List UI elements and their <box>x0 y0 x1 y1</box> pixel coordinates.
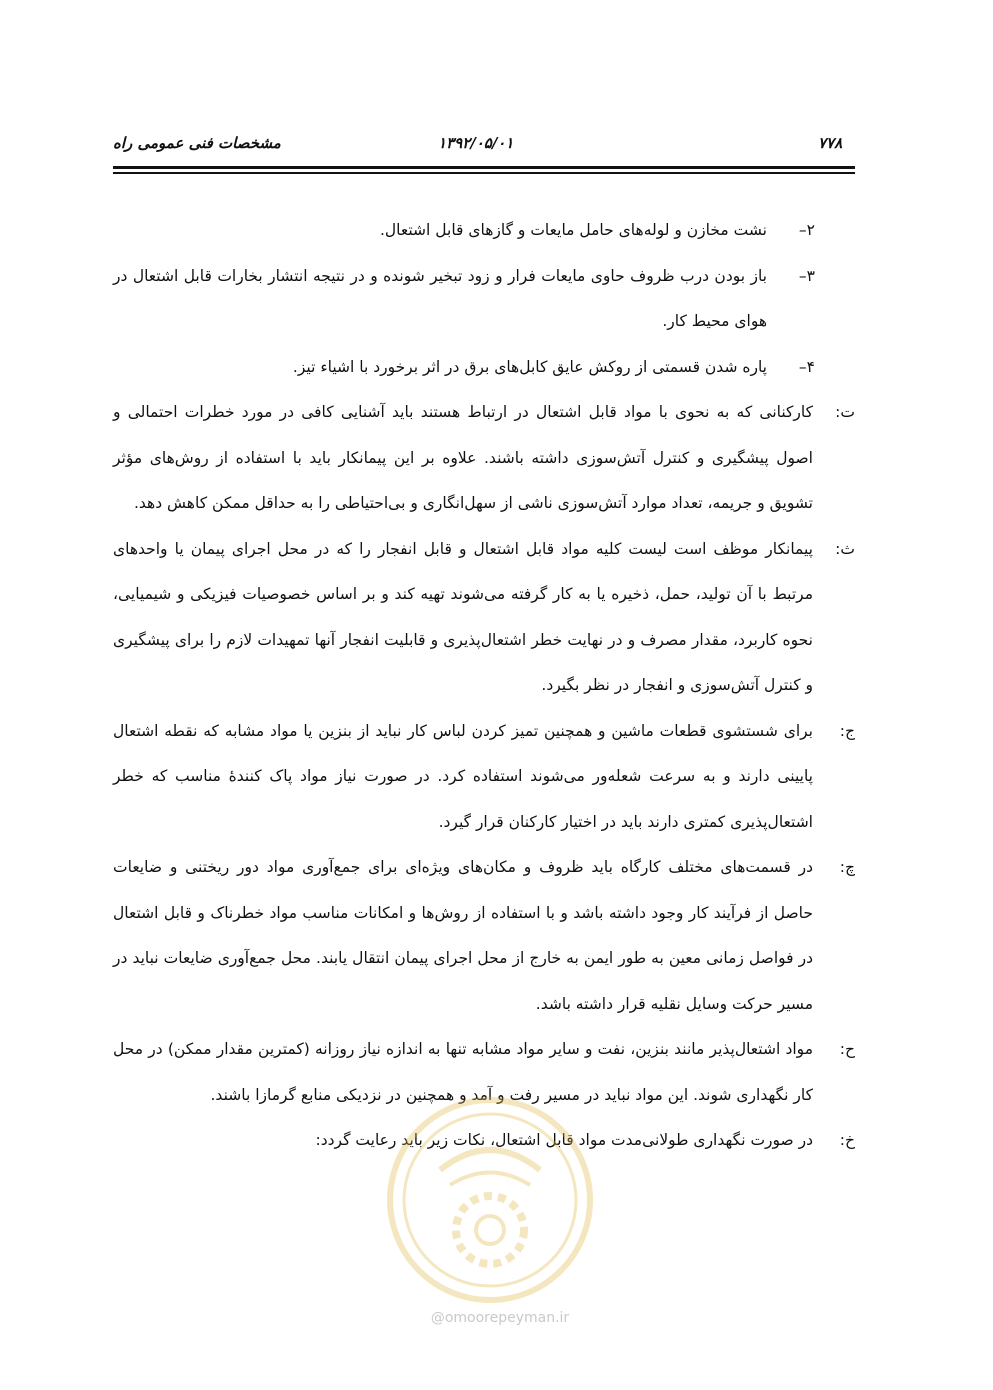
header-rule-thick <box>113 166 855 169</box>
sub-item <box>113 345 855 391</box>
sub-item-text: پاره شدن قسمتی از روکش عایق کابل‌های برق در اثر برخورد با اشیاء تیز. <box>292 357 767 376</box>
item-text: برای شستشوی قطعات ماشین و همچنین تمیز کردن لباس کار نباید از بنزین یا مواد مشابه که نقطه اشتعال پایینی دارند و به سرعت شعله‌ور می‌شوند استفاده کرد. در صورت نیاز مواد پاک کنندهٔ مناسب که خطر اشتعال‌پذیری کمتری دارند باید در اختیار کارکنان قرار گیرد. <box>113 721 813 831</box>
sub-item-label: ۴– <box>798 357 815 376</box>
item-label: ح: <box>839 1040 855 1058</box>
item-text: در صورت نگهداری طولانی‌مدت مواد قابل اشتعال، نکات زیر باید رعایت گردد: <box>315 1131 813 1149</box>
watermark-seal-icon <box>380 1090 600 1310</box>
page-body <box>113 208 855 1164</box>
list-item <box>113 527 855 709</box>
header-date: ۱۳۹۲/۰۵/۰۱ <box>438 134 514 152</box>
list-item <box>113 845 855 1027</box>
item-text: پیمانکار موظف است لیست کلیه مواد قابل اشتعال و قابل انفجار را که در محل اجرای پیمان یا واحدهای مرتبط با آن تولید، حمل، ذخیره یا به کار گرفته می‌شوند تهیه کند و بر اساس خصوصیات فیزیکی و شیمیایی، نحوه کاربرد، مقدار مصرف و در نهایت خطر اشتعال‌پذیری و قابلیت انفجار آنها تمهیدات لازم را برای پیشگیری و کنترل آتش‌سوزی و انفجار در نظر بگیرد. <box>113 539 813 694</box>
item-label: خ: <box>839 1131 855 1149</box>
item-text: کارکنانی که به نحوی با مواد قابل اشتعال در ارتباط هستند باید آشنایی کافی در مورد خطرات احتمالی و اصول پیشگیری و کنترل آتش‌سوزی داشته باشند. علاوه بر این پیمانکار باید با استفاده از روش‌های مؤثر تشویق و جریمه، تعداد موارد آتش‌سوزی ناشی از سهل‌انگاری و بی‌احتیاطی را به حداقل ممکن کاهش دهد. <box>113 403 813 512</box>
item-label: چ: <box>839 858 855 876</box>
item-text: مواد اشتعال‌پذیر مانند بنزین، نفت و سایر مواد مشابه تنها به اندازه نیاز روزانه (کمترین مقدار ممکن) در محل کار نگهداری شوند. این مواد نباید در مسیر رفت و آمد و همچنین در نزدیکی منابع گرمازا باشند. <box>113 1040 813 1104</box>
item-text: در قسمت‌های مختلف کارگاه باید ظروف و مکان‌های ویژه‌ای برای جمع‌آوری مواد دور ریختنی و ضایعات حاصل از فرآیند کار وجود داشته باشد و با استفاده از روش‌ها و امکانات مناسب مواد خطرناک و قابل اشتعال در فواصل زمانی معین به طور ایمن به خارج از محل اجرای پیمان انتقال یابند. محل جمع‌آوری ضایعات نباید در مسیر حرکت وسایل نقلیه قرار داشته باشد. <box>113 858 813 1013</box>
header-title: مشخصات فنی عمومی راه <box>113 134 281 152</box>
item-label: ث: <box>835 539 855 558</box>
item-label: ت: <box>835 403 855 421</box>
page-number: ۷۷۸ <box>818 134 843 152</box>
list-item <box>113 709 855 846</box>
sub-item-label: ۲– <box>798 221 815 239</box>
sub-item <box>113 254 855 345</box>
sub-item-text: نشت مخازن و لوله‌های حامل مایعات و گازهای قابل اشتعال. <box>379 221 767 239</box>
sub-item-label: ۳– <box>798 266 815 285</box>
watermark-site: @omoorepeyman.ir <box>430 1310 570 1326</box>
list-item <box>113 390 855 527</box>
sub-item <box>113 208 855 254</box>
header-rule-thin <box>113 172 855 174</box>
page-header <box>113 128 853 160</box>
sub-item-text: باز بودن درب ظروف حاوی مایعات فرار و زود تبخیر شونده و در نتیجه انتشار بخارات قابل اشتعال در هوای محیط کار. <box>113 266 767 330</box>
item-label: ج: <box>839 721 855 740</box>
